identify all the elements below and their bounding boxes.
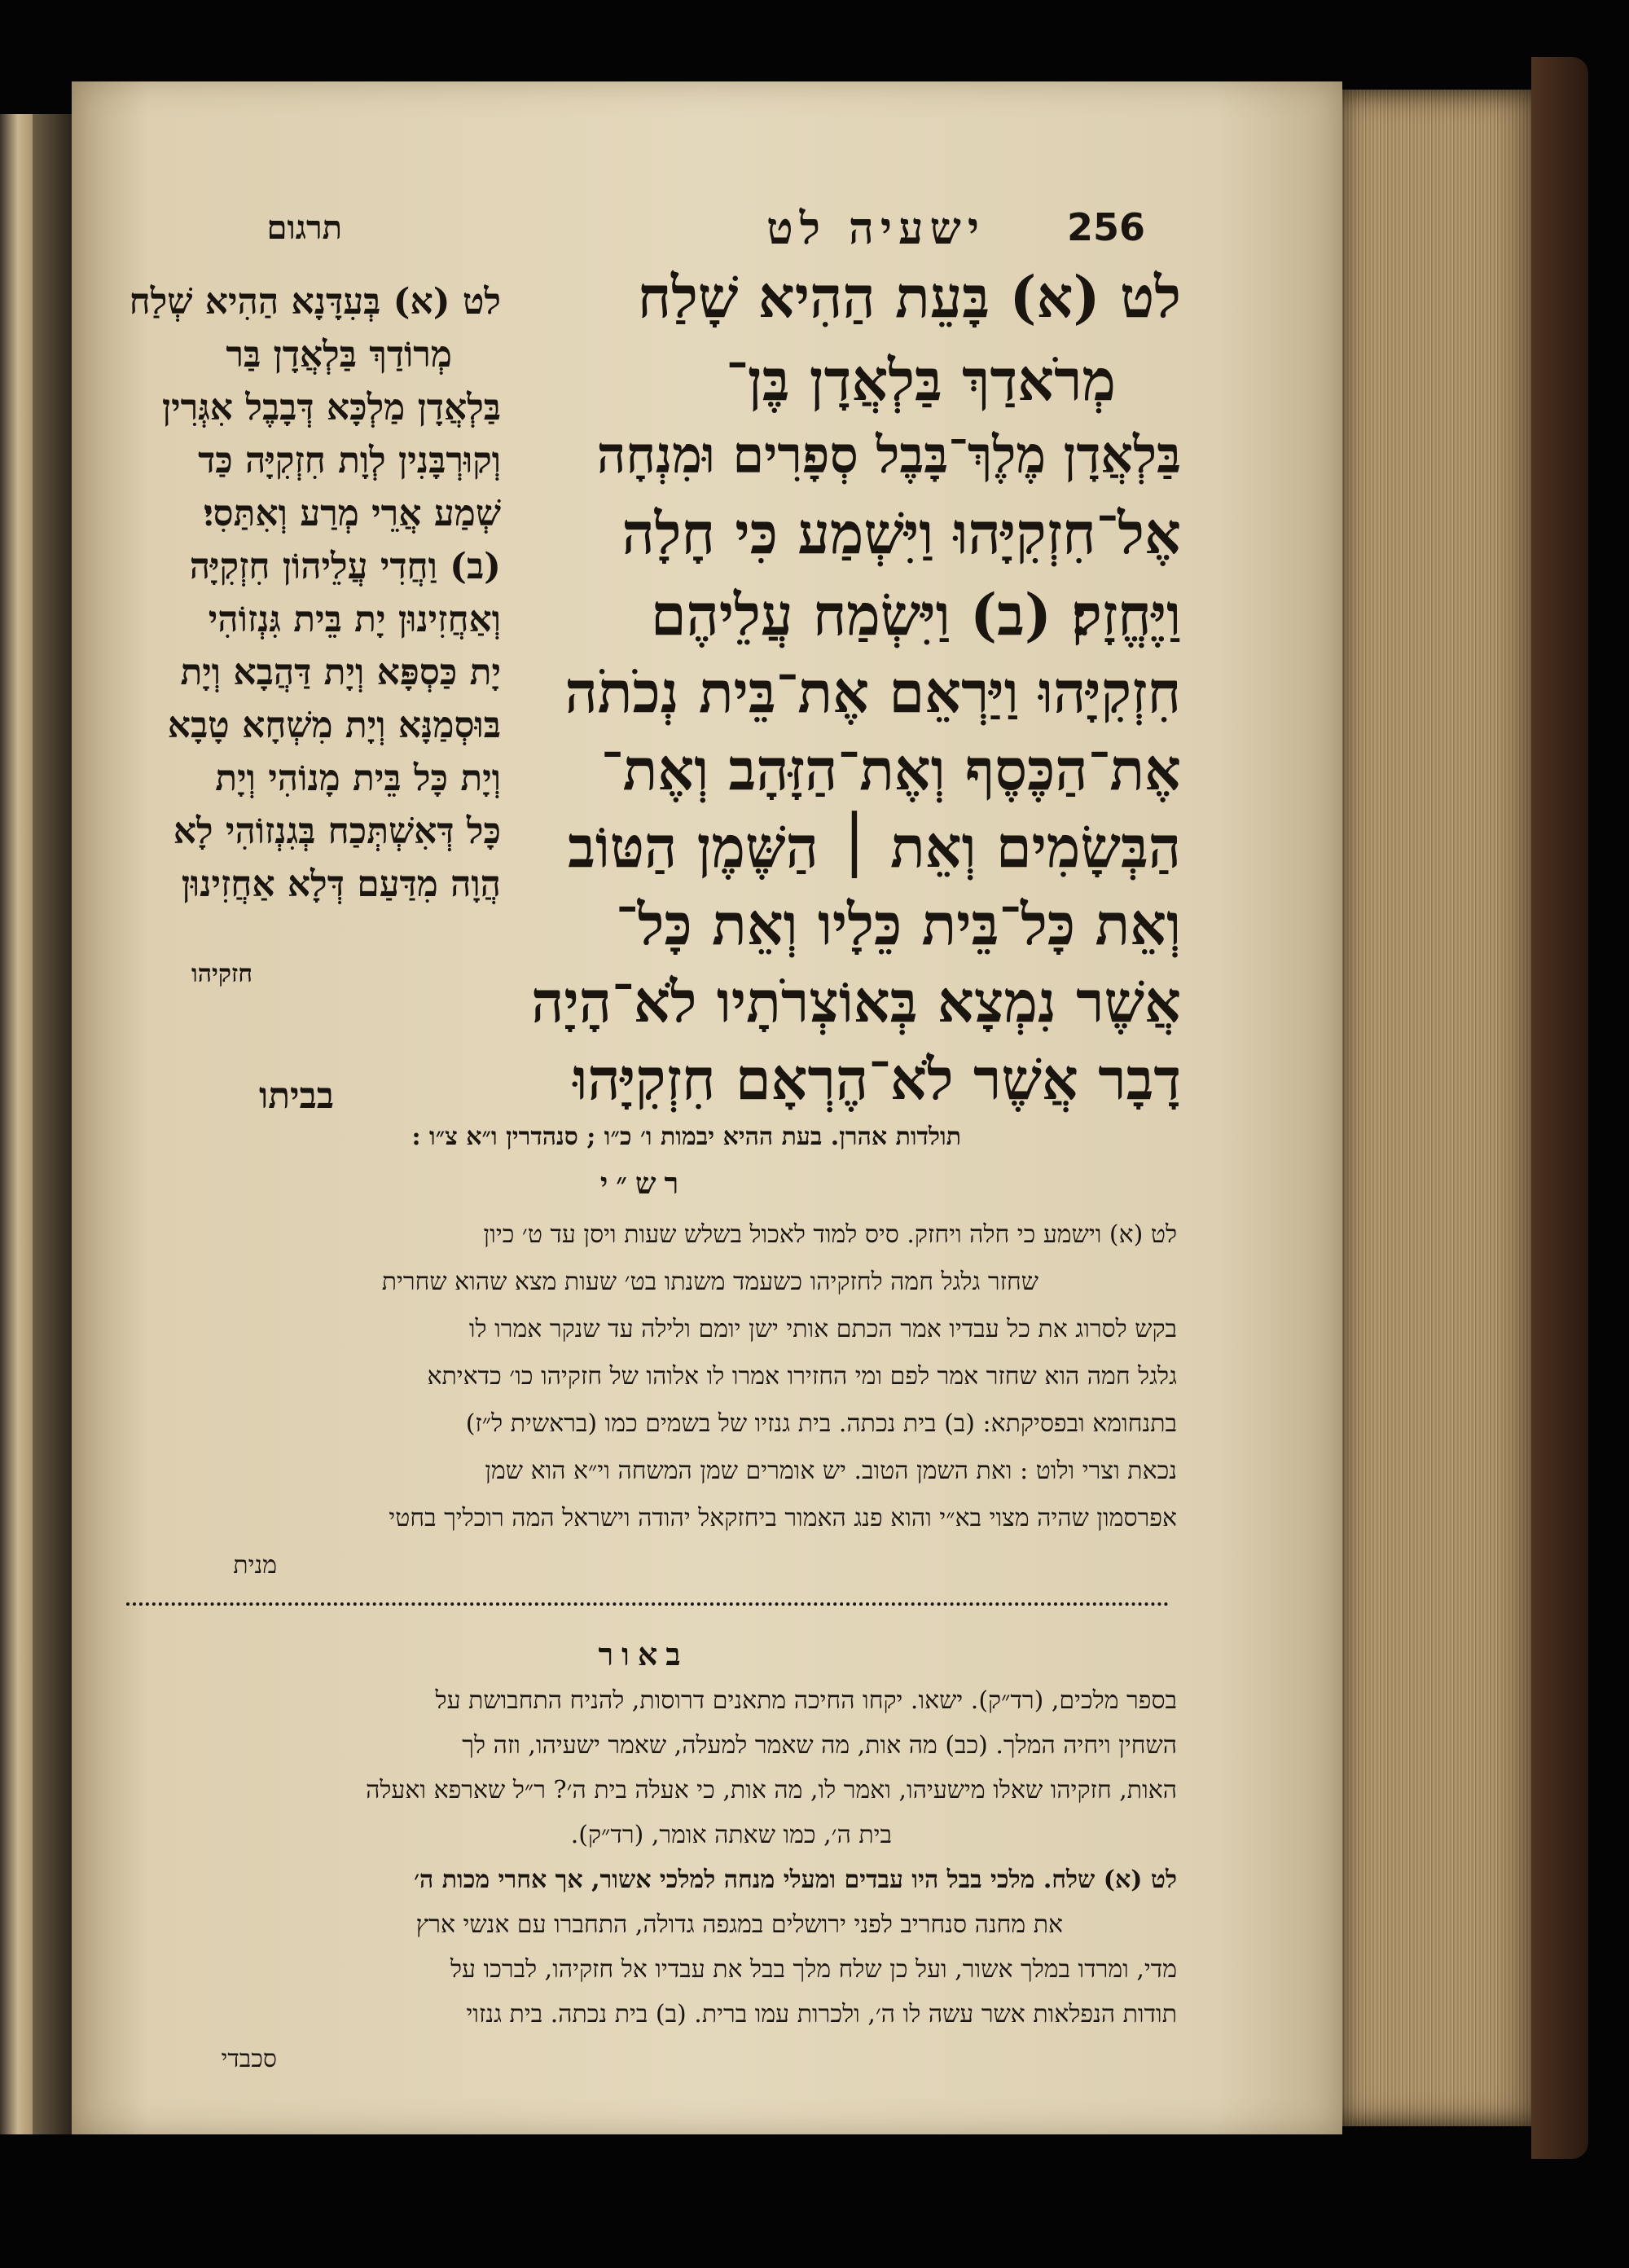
biur-line: את מחנה סנחריב לפני ירושלים במגפה גדולה, התחברו עם אנשי ארץ bbox=[415, 1910, 1063, 1939]
catchword-biur: סכבדי bbox=[221, 2045, 277, 2073]
main-line: אֶת־הַכֶּסֶף וְאֶת־הַזָּהָב וְאֶת־ bbox=[600, 736, 1181, 803]
rashi-line: לט (א) וישמע כי חלה ויחזק. סיס למוד לאכול בשלש שעות ויסן עד ט׳ כיון bbox=[483, 1220, 1177, 1249]
main-line: הַבְּשָׂמִים וְאֵת ׀ הַשֶּׁמֶן הַטּוֹב bbox=[568, 813, 1181, 881]
targum-line: בַּלְאֲדָן מַלְכָּא דְּבָבֶל אִגְּרִין bbox=[161, 387, 501, 429]
main-line: חִזְקִיָּהוּ וַיַּרְאֵם אֶת־בֵּית נְכֹתֹה bbox=[564, 658, 1181, 726]
targum-line: שְׁמַע אֲרֵי מְרַע וְאִתַּסִי׃ bbox=[204, 493, 501, 534]
targum-line: יָת כַּסְפָּא וְיָת דַּהֲבָא וְיָת bbox=[180, 652, 501, 693]
toldot-aharon-note: תולדות אהרן. בעת ההיא יבמות ו׳ כ״ו ; סנהדרין ו״א צ״ו : bbox=[411, 1123, 961, 1151]
biur-heading: באור bbox=[598, 1636, 689, 1672]
main-line: דָבָר אֲשֶׁר לֹא־הֶרְאָם חִזְקִיָּהוּ bbox=[573, 1045, 1181, 1113]
page-block-fore-edge bbox=[1336, 90, 1539, 2126]
main-line: אֶל־חִזְקִיָּהוּ וַיִּשְׁמַע כִּי חָלָה bbox=[621, 499, 1181, 567]
targum-line: בּוּסְמַנָּא וְיָת מִשְׁחָא טָבָא bbox=[167, 705, 501, 746]
main-line: וַיֶּחֱזָק׃ (ב) וַיִּשְׂמַח עֲלֵיהֶם bbox=[650, 581, 1181, 648]
rashi-line: גלגל חמה הוא שחזר אמר לפם ומי החזירו אמרו לו אלוהו של חזקיהו כו׳ כדאיתא bbox=[427, 1362, 1177, 1391]
rashi-line: בקש לסרוג את כל עבדיו אמר הכתם אותי ישן יומם ולילה עד שנקר אמרו לו bbox=[468, 1315, 1177, 1343]
targum-heading: תרגום bbox=[266, 209, 342, 247]
rashi-line: שחזר גלגל חמה לחזקיהו כשעמד משנתו בט׳ שעות מצא שהוא שחרית bbox=[381, 1268, 1038, 1296]
targum-line: לט (א) בְּעִדָּנָא הַהִיא שְׁלַח bbox=[129, 281, 501, 323]
rashi-line: אפרסמון שהיה מצוי בא״י והוא פנג האמור ביחזקאל יהודה וישראל המה רוכליך בחטי bbox=[389, 1504, 1177, 1532]
rashi-line: בתנחומא ובפסיקתא: (ב) בית נכתה. בית גנזיו של בשמים כמו (בראשית ל״ז) bbox=[465, 1409, 1177, 1438]
targum-line: כָּל דְּאִשְׁתְּכַח בְּגִנְזוֹהִי לָא bbox=[173, 811, 501, 852]
targum-line: וְיָת כָּל בֵּית מָנוֹהִי וְיָת bbox=[215, 758, 501, 799]
targum-line: וְאַחֲזִינוּן יָת בֵּית גִּנְזוֹהִי bbox=[208, 599, 501, 640]
biur-line: בית ה׳, כמו שאתה אומר, (רד״ק). bbox=[570, 1821, 892, 1849]
main-line: בַּלְאֲדָן מֶלֶךְ־בָּבֶל סְפָרִים וּמִנְחָה bbox=[596, 425, 1181, 485]
book-gutter bbox=[33, 114, 72, 2134]
left-page-edge bbox=[0, 114, 33, 2134]
catchword-main: בביתו bbox=[258, 1075, 334, 1117]
targum-line: הֲוָה מִדַּעַם דְּלָא אַחֲזִינוּן bbox=[181, 864, 501, 905]
biur-line: מדי, ומרדו במלך אשור, ועל כן שלח מלך בבל את עבדיו אל חזקיהו, לברכו על bbox=[450, 1955, 1177, 1984]
main-line: לט (א) בָּעֵת הַהִיא שָׁלַח bbox=[637, 263, 1181, 331]
targum-line: (ב) וַחֲדִי עֲלֵיהוֹן חִזְקִיָּה bbox=[189, 546, 501, 587]
page-number: 256 bbox=[1067, 205, 1146, 249]
biur-line: תודות הנפלאות אשר עשה לו ה׳, ולכרות עמו ברית. (ב) בית נכתה. בית גנזוי bbox=[466, 2000, 1177, 2028]
book-cover bbox=[1531, 57, 1588, 2159]
ornamental-divider bbox=[126, 1602, 1169, 1609]
main-line: מְרֹאדַךְ בַּלְאֲדָן בֶּן־ bbox=[726, 346, 1116, 414]
rashi-heading: רש״י bbox=[599, 1167, 687, 1201]
catchword-rashi: מנית bbox=[233, 1551, 277, 1580]
biur-line: האות, חזקיהו שאלו מישעיהו, ואמר לו, מה אות, כי אעלה בית ה׳? ר״ל שארפא ואעלה bbox=[366, 1776, 1177, 1804]
running-title: ישעיה לט bbox=[766, 202, 986, 254]
targum-line: מְרוֹדַךְ בַּלְאֲדָן בַּר bbox=[226, 334, 452, 376]
catchword-targum: חזקיהו bbox=[191, 960, 252, 988]
biur-line: השחין ויחיה המלך. (כב) מה אות, מה שאמר למעלה, שאמר ישעיהו, וזה לך bbox=[462, 1731, 1177, 1760]
targum-line: וְקוּרְבָּנִין לְוָת חִזְקִיָּה כַּד bbox=[198, 440, 501, 481]
rashi-line: נכאת וצרי ולוט : ואת השמן הטוב. יש אומרים שמן המשחה וי״א הוא שמן bbox=[485, 1457, 1177, 1485]
main-line: אֲשֶׁר נִמְצָא בְּאוֹצְרֹתָיו לֹא־הָיָה bbox=[531, 968, 1181, 1035]
biur-line: לט (א) שלח. מלכי בבל היו עבדים ומעלי מנחה למלכי אשור, אך אחרי מכות ה׳ bbox=[414, 1866, 1177, 1894]
main-line: וְאֵת כָּל־בֵּית כֵּלָיו וְאֵת כָּל־ bbox=[615, 890, 1181, 958]
biur-line: בספר מלכים, (רד״ק). ישאו. יקחו החיכה מתאנים דרוסות, להניח התחבושת על bbox=[435, 1686, 1177, 1715]
